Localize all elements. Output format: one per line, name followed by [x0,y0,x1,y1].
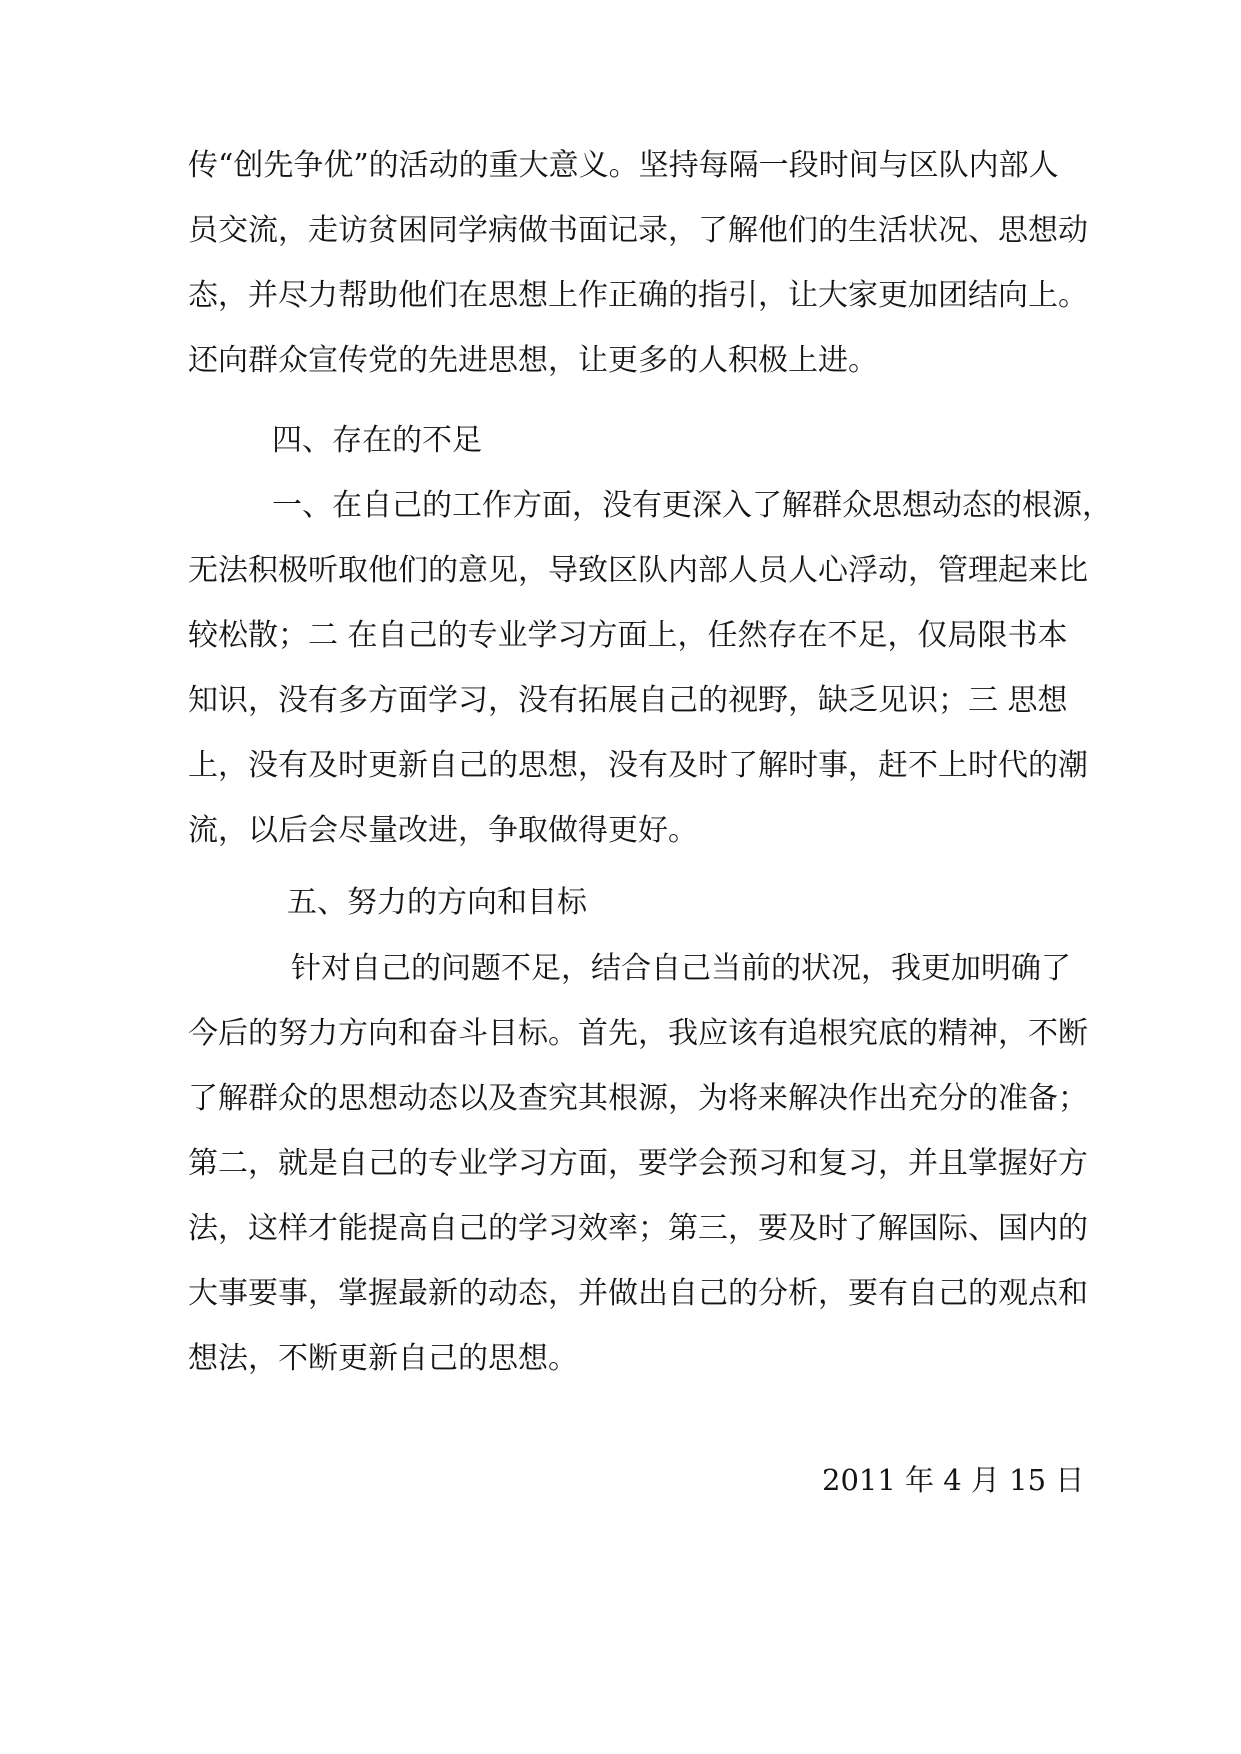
paragraph-line: 知识，没有多方面学习，没有拓展自己的视野，缺乏见识；三 思想 [188,683,1068,718]
paragraph-line: 一、在自己的工作方面，没有更深入了解群众思想动态的根源， [272,488,1112,523]
paragraph-line: 第二，就是自己的专业学习方面，要学会预习和复习，并且掌握好方 [188,1146,1088,1181]
paragraph-line: 传“创先争优”的活动的重大意义。坚持每隔一段时间与区队内部人 [188,148,1059,183]
paragraph-line: 还向群众宣传党的先进思想，让更多的人积极上进。 [188,343,878,378]
paragraph-line: 大事要事，掌握最新的动态，并做出自己的分析，要有自己的观点和 [188,1276,1088,1311]
section-heading: 五、努力的方向和目标 [287,885,587,920]
paragraph-line: 针对自己的问题不足，结合自己当前的状况，我更加明确了 [291,951,1071,986]
paragraph-line: 上，没有及时更新自己的思想，没有及时了解时事，赶不上时代的潮 [188,748,1088,783]
paragraph-line: 今后的努力方向和奋斗目标。首先，我应该有追根究底的精神，不断 [188,1016,1088,1051]
paragraph-line: 想法，不断更新自己的思想。 [188,1341,578,1376]
document-date: 2011 年 4 月 15 日 [822,1463,1085,1497]
section-heading: 四、存在的不足 [272,423,482,458]
paragraph-line: 了解群众的思想动态以及查究其根源，为将来解决作出充分的准备； [188,1081,1088,1116]
paragraph-line: 法，这样才能提高自己的学习效率；第三，要及时了解国际、国内的 [188,1211,1088,1246]
paragraph-line: 无法积极听取他们的意见，导致区队内部人员人心浮动，管理起来比 [188,553,1088,588]
paragraph-line: 较松散；二 在自己的专业学习方面上，任然存在不足，仅局限书本 [188,618,1068,653]
paragraph-line: 员交流，走访贫困同学病做书面记录，了解他们的生活状况、思想动 [188,213,1088,248]
paragraph-line: 态，并尽力帮助他们在思想上作正确的指引，让大家更加团结向上。 [188,278,1088,313]
paragraph-line: 流，以后会尽量改进，争取做得更好。 [188,813,698,848]
